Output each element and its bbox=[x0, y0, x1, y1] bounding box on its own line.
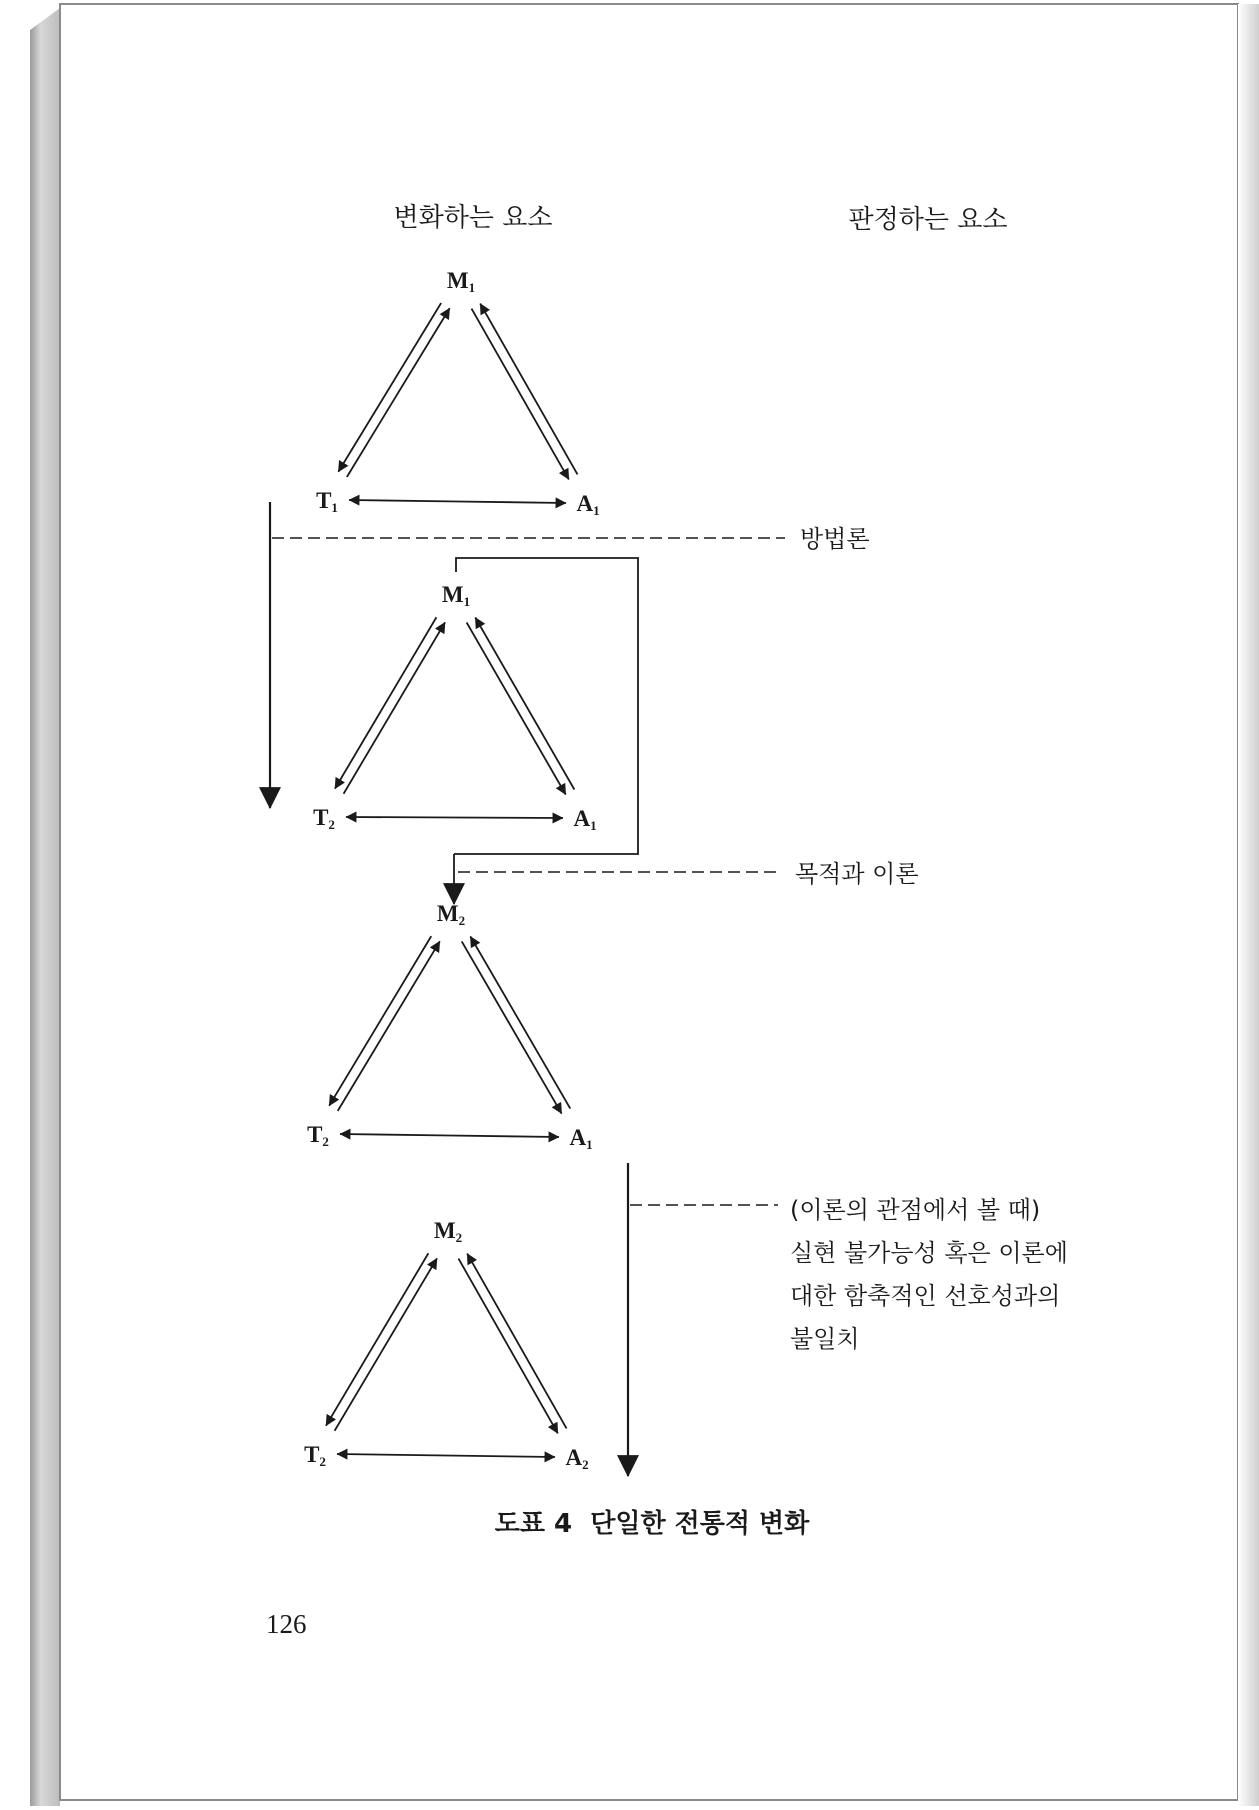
edge-t-a-arrow-2 bbox=[455, 818, 564, 819]
node-label-t: $T_2$ bbox=[304, 1442, 326, 1469]
header-judging-elements: 판정하는 요소 bbox=[848, 205, 1008, 235]
page-number: 126 bbox=[266, 1609, 307, 1639]
annotation-aims-and-theory: 목적과 이론 bbox=[795, 860, 919, 888]
node-label-m: $M_2$ bbox=[433, 1218, 463, 1245]
page-right-edge bbox=[1238, 4, 1259, 1806]
node-label-t: $T_2$ bbox=[313, 805, 335, 832]
node-label-m: $M_1$ bbox=[441, 582, 471, 609]
figure-caption: 도표 4 단일한 전통적 변화 bbox=[494, 1509, 810, 1539]
annotation-inconsistency-line-2: 실현 불가능성 혹은 이론에 bbox=[790, 1239, 1068, 1267]
header-changing-elements: 변화하는 요소 bbox=[393, 203, 553, 233]
node-label-a: $A_1$ bbox=[576, 491, 600, 518]
node-label-t: $T_1$ bbox=[316, 488, 338, 515]
node-label-a: $A_1$ bbox=[573, 806, 597, 833]
node-label-a: $A_1$ bbox=[569, 1125, 593, 1152]
edge-t-a-arrow-2-back bbox=[346, 817, 455, 818]
node-label-m: $M_2$ bbox=[436, 901, 466, 928]
node-label-t: $T_2$ bbox=[307, 1122, 329, 1149]
node-label-a: $A_2$ bbox=[565, 1445, 589, 1472]
book-spine bbox=[30, 8, 60, 1806]
annotation-inconsistency-line-3: 대한 함축적인 선호성과의 bbox=[790, 1282, 1061, 1310]
annotation-inconsistency-line-1: (이론의 관점에서 볼 때) bbox=[790, 1196, 1041, 1224]
node-label-m: $M_1$ bbox=[446, 268, 476, 295]
annotation-inconsistency-line-4: 불일치 bbox=[790, 1325, 860, 1353]
annotation-methodology: 방법론 bbox=[800, 525, 870, 553]
